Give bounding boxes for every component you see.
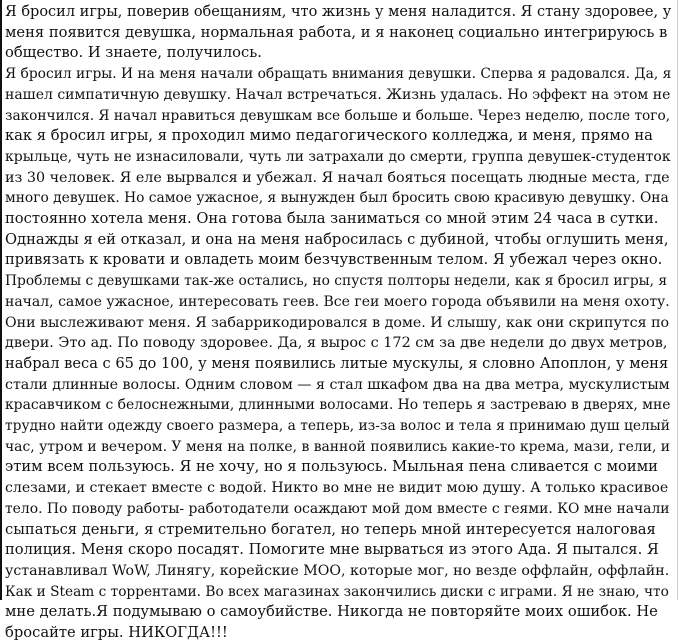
text-line: привязать к кровати и овладеть моим безчувственным телом. Я убежал через окно. (5, 251, 663, 269)
text-line: Однажды я ей отказал, и она на меня набросилась с дубиной, чтобы оглушить меня, (5, 230, 669, 248)
text-line: постоянно хотела меня. Она готова была заниматься со мной этим 24 часа в сутки. (5, 210, 659, 228)
text-line: этим всем пользуюсь. Я не хочу, но я пользуюсь. Мыльная пена сливается с моими (5, 458, 658, 476)
text-line: Я бросил игры. И на меня начали обращать внимания девушки. Сперва я радовался. Да, я (5, 66, 672, 83)
text-line: устанавливал WoW, Линягу, корейские МОО, которые мог, но везде оффлайн, оффлайн. (5, 562, 670, 579)
left-border-line (0, 0, 2, 600)
body-text (5, 2, 671, 644)
text-line: Я бросил игры, поверив обещаниям, что жизнь у меня наладится. Я стану здоровее, у (5, 4, 672, 20)
text-line: стали длинные волосы. Одним словом — я стал шкафом два на два метра, мускулистым (5, 376, 670, 393)
text-line: из 30 человек. Я еле вырвался и убежал. Я начал бояться посещать людные места, где (5, 169, 670, 186)
text-line: Как и Steam с торрентами. Во всех магазинах закончились диски с играми. Я не знаю, что (5, 583, 669, 600)
text-line: трудно найти одежду своего размера, а теперь, из-за волос и тела я принимаю душ целый (5, 418, 670, 435)
text-line: Они выслеживают меня. Я забаррикодировался в доме. И слышу, как они скрипутся по (5, 314, 670, 331)
text-line: Проблемы с девушками так-же остались, но спустя полторы недели, как я бросил игры, я (5, 273, 668, 290)
text-line: тело. По поводу работы- работодатели осаждают мой дом вместе с геями. КО мне начали (5, 500, 670, 517)
text-line: двери. Это ад. По поводу здоровее. Да, я вырос с 172 см за две недели до двух метров, (5, 335, 668, 352)
text-line: слезами, и стекает вместе с водой. Никто во мне не видит мою душу. А только красивое (5, 480, 669, 497)
text-line: закончился. Я начал нравиться девушкам все больше и больше. Через неделю, после того, (5, 107, 671, 124)
text-line: красавчиком с белоснежными, длинными волосами. Но теперь я застреваю в дверях, мне (5, 397, 671, 414)
text-line: час, утром и вечером. У меня на полке, в ванной появились какие-то крема, мази, гели, и (5, 438, 671, 455)
text-line: как я бросил игры, я проходил мимо педагогического колледжа, и меня, прямо на (5, 127, 653, 145)
text-line: сыпаться деньги, я стремительно богател, но теперь мной интересуется налоговая (5, 520, 656, 538)
text-line: меня появится девушка, нормальная работа, и я наконец социально интегрируюсь в (5, 23, 668, 41)
text-line: много девушек. Но самое ужасное, я вынужден был бросить свою красивую девушку. Она (5, 190, 669, 207)
text-line: крыльце, чуть не изнасиловали, чуть ли затрахали до смерти, группа девушек-студенток (5, 148, 671, 165)
text-line: полиция. Меня скоро посадят. Помогите мне вырваться из этого Ада. Я пытался. Я (5, 541, 659, 559)
text-line: нашел симпатичную девушку. Начал встречаться. Жизнь удалась. Но эффект на этом не (5, 86, 671, 103)
text-line: начал, самое ужасное, интересовать геев. Все геи моего города объявили на меня охоту. (5, 293, 670, 310)
text-line: общество. И знаете, получилось. (5, 44, 262, 62)
text-line: бросайте игры. НИКОГДА!!! (5, 624, 228, 642)
text-line: мне делать.Я подумываю о самоубийстве. Никогда не повторяйте моих ошибок. Не (5, 603, 658, 621)
text-line: набрал веса с 65 до 100, у меня появились литые мускулы, я словно Апоплон, у меня (5, 354, 669, 372)
